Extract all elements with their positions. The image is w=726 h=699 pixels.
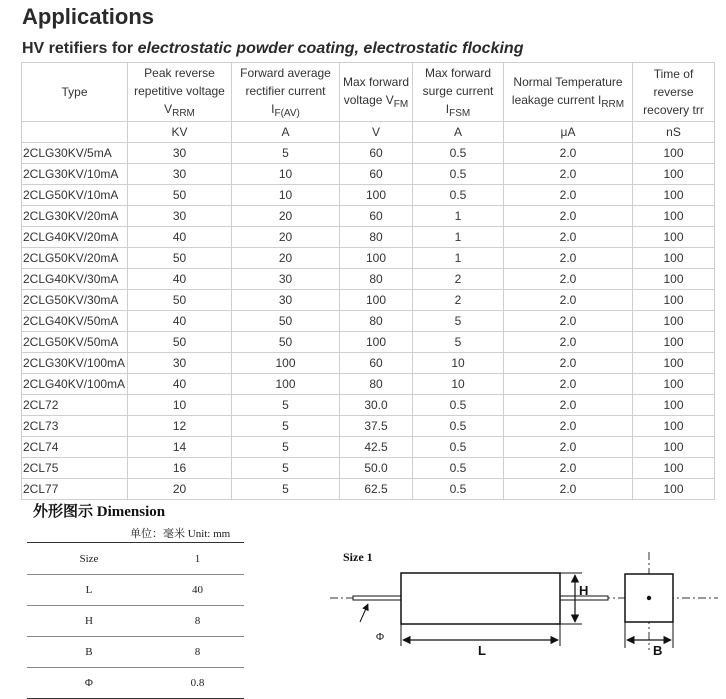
dimension-param: H bbox=[27, 606, 151, 637]
cell-type: 2CL75 bbox=[22, 458, 128, 479]
cell-if: 20 bbox=[232, 206, 340, 227]
specs-header-row bbox=[22, 63, 715, 122]
cell-irrm: 2.0 bbox=[504, 458, 633, 479]
cell-type: 2CLG30KV/100mA bbox=[22, 353, 128, 374]
label-phi: Φ bbox=[376, 631, 385, 643]
cell-vrrm: 40 bbox=[128, 269, 232, 290]
cell-vfm: 60 bbox=[340, 206, 413, 227]
subtitle-italic: electrostatic powder coating, electrostatic flocking bbox=[137, 40, 524, 57]
cell-ifsm: 0.5 bbox=[413, 458, 504, 479]
cell-trr: 100 bbox=[633, 437, 715, 458]
table-row bbox=[22, 374, 715, 395]
table-row bbox=[22, 353, 715, 374]
cell-vfm: 80 bbox=[340, 374, 413, 395]
cell-vfm: 62.5 bbox=[340, 479, 413, 500]
end-view-lead bbox=[647, 596, 651, 600]
label-l: L bbox=[478, 643, 486, 658]
cell-ifsm: 5 bbox=[413, 311, 504, 332]
header-trr: Time of reverse recovery trr bbox=[633, 63, 715, 122]
cell-vrrm: 40 bbox=[128, 227, 232, 248]
table-row bbox=[22, 248, 715, 269]
cell-ifsm: 10 bbox=[413, 374, 504, 395]
dimension-value: 8 bbox=[151, 606, 244, 637]
cell-vrrm: 10 bbox=[128, 395, 232, 416]
units-row bbox=[22, 122, 715, 143]
table-row bbox=[22, 269, 715, 290]
cell-vrrm: 40 bbox=[128, 374, 232, 395]
cell-irrm: 2.0 bbox=[504, 269, 633, 290]
unit-vrrm: KV bbox=[128, 122, 232, 143]
header-irrm: Normal Temperature leakage current $I_{RRM}$ bbox=[504, 63, 633, 122]
cell-ifsm: 1 bbox=[413, 248, 504, 269]
cell-if: 5 bbox=[232, 458, 340, 479]
cell-type: 2CLG50KV/20mA bbox=[22, 248, 128, 269]
cell-irrm: 2.0 bbox=[504, 311, 633, 332]
cell-vfm: 100 bbox=[340, 290, 413, 311]
cell-vrrm: 50 bbox=[128, 185, 232, 206]
cell-type: 2CL73 bbox=[22, 416, 128, 437]
cell-trr: 100 bbox=[633, 374, 715, 395]
cell-vrrm: 50 bbox=[128, 248, 232, 269]
cell-trr: 100 bbox=[633, 290, 715, 311]
dimension-param: L bbox=[27, 575, 151, 606]
table-row bbox=[22, 458, 715, 479]
cell-vfm: 60 bbox=[340, 143, 413, 164]
cell-vfm: 100 bbox=[340, 248, 413, 269]
cell-trr: 100 bbox=[633, 248, 715, 269]
cell-ifsm: 2 bbox=[413, 269, 504, 290]
table-row bbox=[22, 416, 715, 437]
page-subtitle bbox=[22, 40, 523, 58]
cell-trr: 100 bbox=[633, 332, 715, 353]
cell-type: 2CL74 bbox=[22, 437, 128, 458]
cell-vrrm: 50 bbox=[128, 290, 232, 311]
cell-if: 5 bbox=[232, 416, 340, 437]
table-row bbox=[22, 479, 715, 500]
cell-vrrm: 50 bbox=[128, 332, 232, 353]
cell-irrm: 2.0 bbox=[504, 353, 633, 374]
table-row bbox=[22, 290, 715, 311]
cell-type: 2CLG30KV/5mA bbox=[22, 143, 128, 164]
cell-irrm: 2.0 bbox=[504, 479, 633, 500]
cell-ifsm: 0.5 bbox=[413, 164, 504, 185]
cell-vfm: 37.5 bbox=[340, 416, 413, 437]
cell-trr: 100 bbox=[633, 353, 715, 374]
specs-body bbox=[22, 122, 715, 500]
cell-if: 100 bbox=[232, 353, 340, 374]
dimension-value: 1 bbox=[151, 543, 244, 575]
cell-ifsm: 0.5 bbox=[413, 143, 504, 164]
cell-if: 5 bbox=[232, 479, 340, 500]
cell-vrrm: 30 bbox=[128, 353, 232, 374]
table-row bbox=[22, 437, 715, 458]
cell-trr: 100 bbox=[633, 458, 715, 479]
cell-trr: 100 bbox=[633, 269, 715, 290]
cell-vrrm: 30 bbox=[128, 143, 232, 164]
cell-irrm: 2.0 bbox=[504, 332, 633, 353]
table-row bbox=[22, 143, 715, 164]
cell-irrm: 2.0 bbox=[504, 164, 633, 185]
unit-trr: nS bbox=[633, 122, 715, 143]
subtitle-plain: HV retifiers for bbox=[22, 40, 138, 57]
header-if: Forward average rectifier current $I_{F(AV)}$ bbox=[232, 63, 340, 122]
cell-vrrm: 40 bbox=[128, 311, 232, 332]
cell-vfm: 80 bbox=[340, 227, 413, 248]
cell-irrm: 2.0 bbox=[504, 185, 633, 206]
cell-trr: 100 bbox=[633, 227, 715, 248]
cell-type: 2CL77 bbox=[22, 479, 128, 500]
unit-vfm: V bbox=[340, 122, 413, 143]
cell-ifsm: 0.5 bbox=[413, 437, 504, 458]
cell-vfm: 60 bbox=[340, 353, 413, 374]
cell-type: 2CLG40KV/50mA bbox=[22, 311, 128, 332]
cell-type: 2CL72 bbox=[22, 395, 128, 416]
cell-vfm: 80 bbox=[340, 311, 413, 332]
cell-vfm: 60 bbox=[340, 164, 413, 185]
cell-if: 50 bbox=[232, 311, 340, 332]
specs-table bbox=[21, 62, 715, 500]
cell-ifsm: 1 bbox=[413, 206, 504, 227]
dimension-value: 0.8 bbox=[151, 668, 244, 699]
dimension-row bbox=[27, 637, 244, 668]
cell-vrrm: 14 bbox=[128, 437, 232, 458]
cell-vrrm: 20 bbox=[128, 479, 232, 500]
cell-vfm: 50.0 bbox=[340, 458, 413, 479]
cell-vrrm: 30 bbox=[128, 206, 232, 227]
left-lead bbox=[353, 596, 401, 600]
cell-if: 30 bbox=[232, 290, 340, 311]
table-row bbox=[22, 206, 715, 227]
cell-vfm: 30.0 bbox=[340, 395, 413, 416]
cell-type: 2CLG40KV/30mA bbox=[22, 269, 128, 290]
table-row bbox=[22, 185, 715, 206]
table-row bbox=[22, 311, 715, 332]
dimension-title: 外形图示 Dimension bbox=[33, 504, 166, 520]
dimension-unit: 单位：毫米 Unit: mm bbox=[130, 528, 231, 540]
cell-if: 10 bbox=[232, 185, 340, 206]
cell-if: 5 bbox=[232, 143, 340, 164]
label-b: B bbox=[653, 643, 663, 658]
cell-trr: 100 bbox=[633, 206, 715, 227]
cell-vfm: 100 bbox=[340, 332, 413, 353]
cell-vrrm: 30 bbox=[128, 164, 232, 185]
cell-ifsm: 0.5 bbox=[413, 395, 504, 416]
cell-if: 20 bbox=[232, 248, 340, 269]
cell-irrm: 2.0 bbox=[504, 437, 633, 458]
header-type: Type bbox=[22, 63, 128, 122]
dimension-row bbox=[27, 668, 244, 699]
cell-type: 2CLG50KV/50mA bbox=[22, 332, 128, 353]
cell-trr: 100 bbox=[633, 416, 715, 437]
dimension-table bbox=[27, 542, 244, 699]
cell-irrm: 2.0 bbox=[504, 374, 633, 395]
page-title: Applications bbox=[22, 4, 155, 29]
cell-if: 10 bbox=[232, 164, 340, 185]
phi-leader bbox=[360, 604, 368, 622]
cell-type: 2CLG30KV/10mA bbox=[22, 164, 128, 185]
cell-if: 100 bbox=[232, 374, 340, 395]
cell-if: 20 bbox=[232, 227, 340, 248]
unit-irrm: μA bbox=[504, 122, 633, 143]
cell-irrm: 2.0 bbox=[504, 395, 633, 416]
cell-irrm: 2.0 bbox=[504, 206, 633, 227]
cell-vrrm: 12 bbox=[128, 416, 232, 437]
cell-trr: 100 bbox=[633, 185, 715, 206]
dimension-value: 8 bbox=[151, 637, 244, 668]
cell-type: 2CLG30KV/20mA bbox=[22, 206, 128, 227]
cell-type: 2CLG50KV/30mA bbox=[22, 290, 128, 311]
cell-vfm: 42.5 bbox=[340, 437, 413, 458]
cell-ifsm: 1 bbox=[413, 227, 504, 248]
cell-irrm: 2.0 bbox=[504, 227, 633, 248]
cell-trr: 100 bbox=[633, 143, 715, 164]
cell-irrm: 2.0 bbox=[504, 290, 633, 311]
dimension-drawing bbox=[320, 540, 720, 680]
cell-vrrm: 16 bbox=[128, 458, 232, 479]
table-row bbox=[22, 395, 715, 416]
cell-ifsm: 5 bbox=[413, 332, 504, 353]
cell-ifsm: 0.5 bbox=[413, 185, 504, 206]
cell-vfm: 100 bbox=[340, 185, 413, 206]
dimension-param: B bbox=[27, 637, 151, 668]
header-vfm: Max forward voltage $V_{FM}$ bbox=[340, 63, 413, 122]
unit-type bbox=[22, 122, 128, 143]
cell-irrm: 2.0 bbox=[504, 416, 633, 437]
cell-irrm: 2.0 bbox=[504, 248, 633, 269]
cell-if: 5 bbox=[232, 395, 340, 416]
cell-trr: 100 bbox=[633, 164, 715, 185]
cell-ifsm: 0.5 bbox=[413, 479, 504, 500]
cell-type: 2CLG50KV/10mA bbox=[22, 185, 128, 206]
cell-trr: 100 bbox=[633, 311, 715, 332]
cell-if: 30 bbox=[232, 269, 340, 290]
unit-if: A bbox=[232, 122, 340, 143]
label-h: H bbox=[579, 583, 589, 598]
table-row bbox=[22, 164, 715, 185]
cell-irrm: 2.0 bbox=[504, 143, 633, 164]
header-vrrm: Peak reverse repetitive voltage $V_{RRM}$ bbox=[128, 63, 232, 122]
cell-type: 2CLG40KV/20mA bbox=[22, 227, 128, 248]
cell-ifsm: 0.5 bbox=[413, 416, 504, 437]
cell-if: 50 bbox=[232, 332, 340, 353]
cell-type: 2CLG40KV/100mA bbox=[22, 374, 128, 395]
dimension-row bbox=[27, 543, 244, 575]
rectifier-body bbox=[401, 573, 560, 624]
header-ifsm: Max forward surge current $I_{FSM}$ bbox=[413, 63, 504, 122]
table-row bbox=[22, 227, 715, 248]
drawing-size-label: Size 1 bbox=[343, 550, 373, 564]
dimension-row bbox=[27, 606, 244, 637]
cell-ifsm: 10 bbox=[413, 353, 504, 374]
dimension-value: 40 bbox=[151, 575, 244, 606]
cell-if: 5 bbox=[232, 437, 340, 458]
table-row bbox=[22, 332, 715, 353]
cell-vfm: 80 bbox=[340, 269, 413, 290]
dimension-param: Size bbox=[27, 543, 151, 575]
cell-ifsm: 2 bbox=[413, 290, 504, 311]
dimension-param: Φ bbox=[27, 668, 151, 699]
unit-ifsm: A bbox=[413, 122, 504, 143]
dimension-row bbox=[27, 575, 244, 606]
cell-trr: 100 bbox=[633, 479, 715, 500]
cell-trr: 100 bbox=[633, 395, 715, 416]
